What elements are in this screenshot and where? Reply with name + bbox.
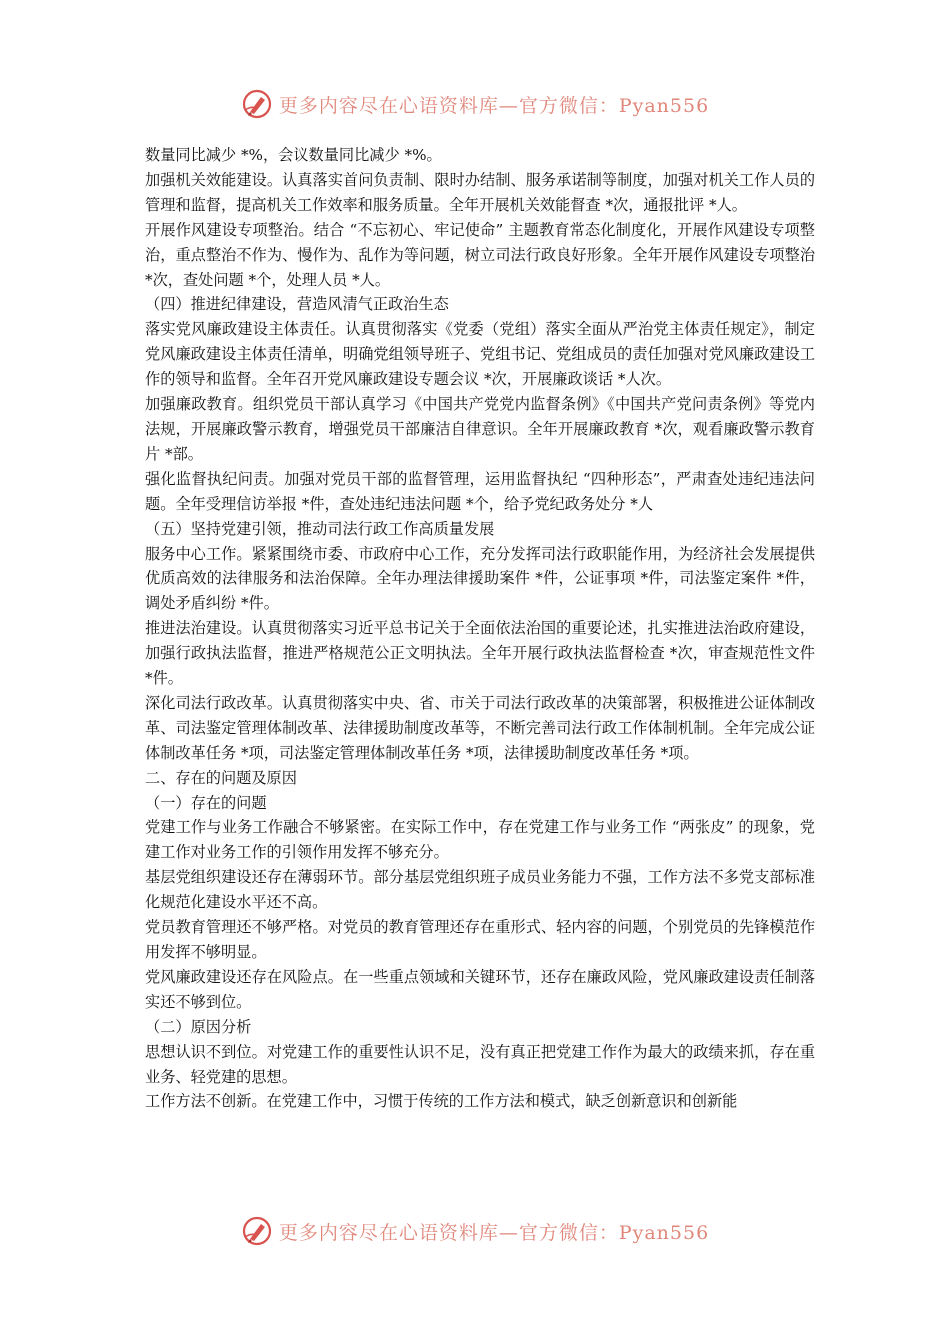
paragraph: 数量同比减少 *%，会议数量同比减少 *%。 bbox=[145, 146, 442, 164]
document-body bbox=[145, 143, 815, 1114]
paragraph: 落实党风廉政建设主体责任。认真贯彻落实《党委（党组）落实全面从严治党主体责任规定》，制定党风廉政建设主体责任清单，明确党组领导班子、党组书记、党组成员的责任加强对党风廉政建设工作的领导和监督。全年召开党风廉政建设专题会议 *次，开展廉政谈话 *人次。 bbox=[145, 320, 815, 389]
paragraph: 党风廉政建设还存在风险点。在一些重点领域和关键环节，还存在廉政风险，党风廉政建设责任制落实还不够到位。 bbox=[145, 967, 815, 1011]
paragraph: 党建工作与业务工作融合不够紧密。在实际工作中，存在党建工作与业务工作 “两张皮” 的现象，党建工作对业务工作的引领作用发挥不够充分。 bbox=[145, 818, 815, 862]
pen-nib-icon bbox=[241, 88, 273, 120]
paragraph: 强化监督执纪问责。加强对党员干部的监督管理，运用监督执纪 “四种形态”，严肃查处违纪违法问题。全年受理信访举报 *件，查处违纪违法问题 *个，给予党纪政务处分 *人 bbox=[145, 469, 815, 513]
header-watermark-text: 更多内容尽在心语资料库—官方微信：Pyan556 bbox=[278, 94, 710, 117]
header-watermark-banner bbox=[0, 84, 950, 124]
paragraph: 基层党组织建设还存在薄弱环节。部分基层党组织班子成员业务能力不强，工作方法不多党支部标准化规范化建设水平还不高。 bbox=[145, 868, 815, 912]
paragraph: 服务中心工作。紧紧围绕市委、市政府中心工作，充分发挥司法行政职能作用，为经济社会发展提供优质高效的法律服务和法治保障。全年办理法律援助案件 *件，公证事项 *件，司法鉴定案件 *件，调处矛盾纠纷 *件。 bbox=[145, 544, 815, 613]
paragraph: 加强机关效能建设。认真落实首问负责制、限时办结制、服务承诺制等制度，加强对机关工作人员的管理和监督，提高机关工作效率和服务质量。全年开展机关效能督查 *次，通报批评 *人。 bbox=[145, 170, 815, 214]
pen-nib-icon bbox=[241, 1215, 273, 1247]
paragraph: 工作方法不创新。在党建工作中，习惯于传统的工作方法和模式，缺乏创新意识和创新能 bbox=[145, 1092, 738, 1111]
paragraph: 深化司法行政改革。认真贯彻落实中央、省、市关于司法行政改革的决策部署，积极推进公证体制改革、司法鉴定管理体制改革、法律援助制度改革等，不断完善司法行政工作体制机制。全年完成公证体制改革任务 *项，司法鉴定管理体制改革任务 *项，法律援助制度改革任务 *项。 bbox=[145, 693, 815, 762]
section-heading: （二）原因分析 bbox=[145, 1017, 252, 1036]
paragraph: 加强廉政教育。组织党员干部认真学习《中国共产党党内监督条例》《中国共产党问责条例》等党内法规，开展廉政警示教育，增强党员干部廉洁自律意识。全年开展廉政教育 *次，观看廉政警示教育片 *部。 bbox=[145, 395, 815, 463]
section-heading: （一）存在的问题 bbox=[145, 793, 267, 812]
paragraph: 推进法治建设。认真贯彻落实习近平总书记关于全面依法治国的重要论述，扎实推进法治政府建设，加强行政执法监督，推进严格规范公正文明执法。全年开展行政执法监督检查 *次，审查规范性文件 *件。 bbox=[145, 619, 815, 688]
paragraph: 思想认识不到位。对党建工作的重要性认识不足，没有真正把党建工作作为最大的政绩来抓，存在重业务、轻党建的思想。 bbox=[145, 1042, 815, 1086]
paragraph: 党员教育管理还不够严格。对党员的教育管理还存在重形式、轻内容的问题，个别党员的先锋模范作用发挥不够明显。 bbox=[145, 918, 815, 961]
footer-watermark-banner bbox=[0, 1211, 950, 1251]
footer-watermark-text: 更多内容尽在心语资料库—官方微信：Pyan556 bbox=[278, 1221, 710, 1244]
section-heading: （四）推进纪律建设，营造风清气正政治生态 bbox=[145, 295, 449, 314]
paragraph: 开展作风建设专项整治。结合 “不忘初心、牢记使命” 主题教育常态化制度化，开展作风建设专项整治，重点整治不作为、慢作为、乱作为等问题，树立司法行政良好形象。全年开展作风建设专项整治 *次，查处问题 *个，处理人员 *人。 bbox=[145, 220, 815, 289]
section-heading: 二、存在的问题及原因 bbox=[145, 768, 297, 787]
section-heading: （五）坚持党建引领，推动司法行政工作高质量发展 bbox=[145, 519, 495, 538]
